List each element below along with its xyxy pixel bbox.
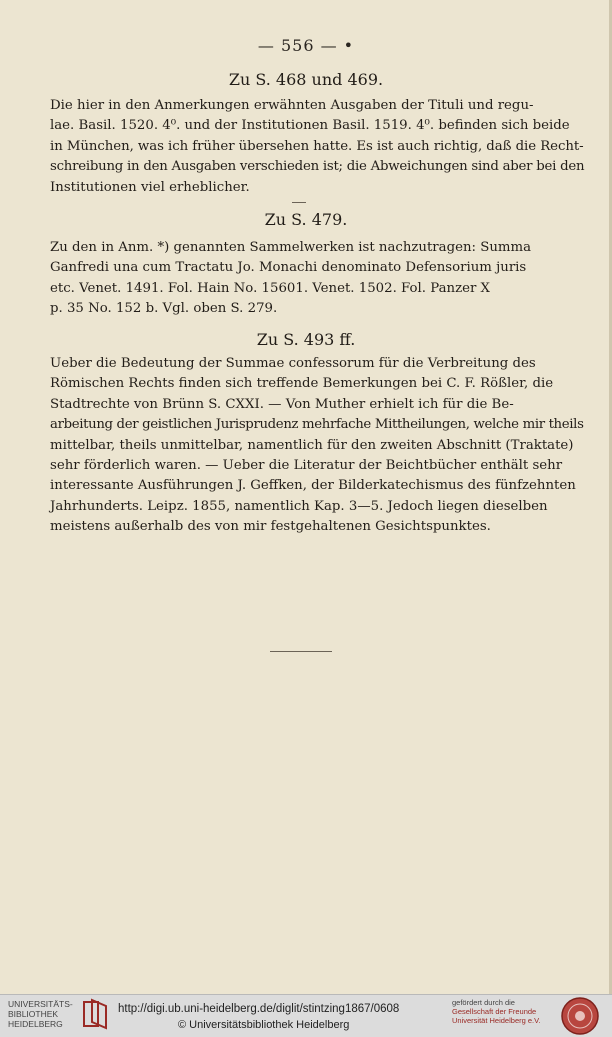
text-line: in München, was ich früher übersehen hatte. Es ist auch richtig, daß die Recht- bbox=[50, 138, 584, 154]
library-logo-icon bbox=[80, 998, 110, 1030]
section-divider bbox=[292, 202, 306, 203]
library-line: UNIVERSITÄTS- bbox=[8, 999, 73, 1009]
text-line: Zu den in Anm. *) genannten Sammelwerken ist nachzutragen: Summa bbox=[50, 240, 532, 255]
section-heading-479: Zu S. 479. bbox=[264, 210, 348, 229]
sponsor-org-line: Universität Heidelberg e.V. bbox=[452, 1016, 541, 1025]
paragraph-493 bbox=[50, 354, 584, 538]
end-rule bbox=[270, 651, 332, 652]
text-line: p. 35 No. 152 b. Vgl. oben S. 279. bbox=[50, 301, 278, 317]
library-line: HEIDELBERG bbox=[8, 1019, 63, 1029]
text-line: Stadtrechte von Brünn S. CXXI. — Von Muther erhielt ich für die Be- bbox=[50, 396, 514, 412]
section-heading-493: Zu S. 493 ff. bbox=[256, 330, 356, 349]
university-seal-icon bbox=[560, 996, 600, 1036]
sponsor-label: gefördert durch die bbox=[452, 998, 515, 1007]
section-heading-468: Zu S. 468 und 469. bbox=[228, 70, 384, 89]
text-line: lae. Basil. 1520. 4⁰. und der Institutionen Basil. 1519. 4⁰. befinden sich beide bbox=[50, 118, 570, 134]
permalink-url[interactable]: http://digi.ub.uni-heidelberg.de/diglit/stintzing1867/0608 bbox=[118, 1003, 400, 1015]
text-line: arbeitung der geistlichen Jurisprudenz mehrfache Mittheilungen, welche mir theils bbox=[50, 417, 584, 433]
text-line: Ueber die Bedeutung der Summae confessorum für die Verbreitung des bbox=[50, 356, 536, 371]
text-line: etc. Venet. 1491. Fol. Hain No. 15601. Venet. 1502. Fol. Panzer X bbox=[50, 280, 491, 296]
text-line: Ganfredi una cum Tractatu Jo. Monachi denominato Defensorium juris bbox=[50, 260, 527, 276]
sponsor-org-line: Gesellschaft der Freunde bbox=[452, 1007, 537, 1016]
sponsor-text bbox=[452, 998, 541, 1025]
library-line: BIBLIOTHEK bbox=[8, 1009, 59, 1019]
footer-bar bbox=[0, 994, 612, 1037]
text-line: schreibung in den Ausgaben verschieden ist; die Abweichungen sind aber bei den bbox=[50, 159, 585, 175]
paragraph-479 bbox=[50, 238, 584, 320]
text-line: Römischen Rechts finden sich treffende Bemerkungen bei C. F. Rößler, die bbox=[50, 376, 554, 392]
page-number: — 556 — • bbox=[257, 36, 355, 55]
text-line: mittelbar, theils unmittelbar, namentlich für den zweiten Abschnitt (Traktate) bbox=[50, 437, 574, 453]
text-line: Die hier in den Anmerkungen erwähnten Ausgaben der Tituli und regu- bbox=[50, 98, 534, 113]
text-line: meistens außerhalb des von mir festgehaltenen Gesichtspunktes. bbox=[50, 519, 491, 535]
text-line: sehr förderlich waren. — Ueber die Literatur der Beichtbücher enthält sehr bbox=[50, 458, 563, 474]
copyright-text: © Universitätsbibliothek Heidelberg bbox=[178, 1019, 350, 1031]
text-line: Institutionen viel erheblicher. bbox=[50, 179, 250, 195]
text-line: Jahrhunderts. Leipz. 1855, namentlich Kap. 3—5. Jedoch liegen dieselben bbox=[50, 498, 548, 514]
paragraph-468 bbox=[50, 96, 584, 198]
library-name bbox=[8, 999, 73, 1029]
text-line: interessante Ausführungen J. Geffken, der Bilderkatechismus des fünfzehnten bbox=[50, 478, 576, 494]
